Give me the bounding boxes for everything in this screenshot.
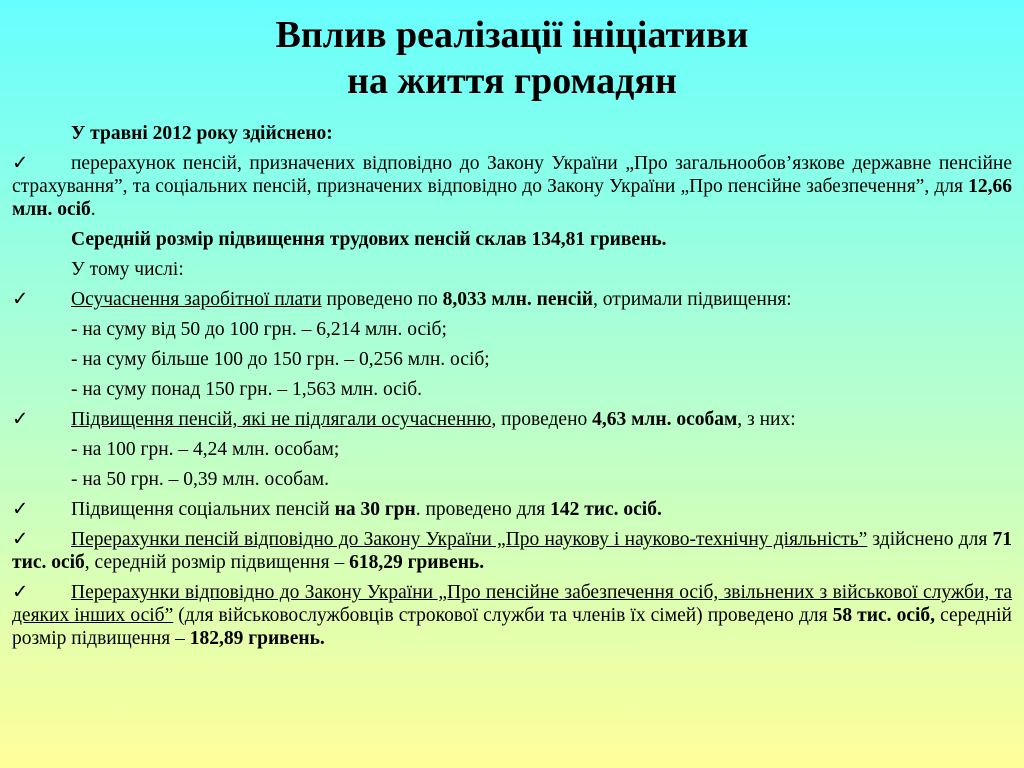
- list-item-military-law: ✓ Перерахунки відповідно до Закону України „Про пенсійне забезпечення осіб, звільнених з військової служби, та деяких інших осіб” (для військовослужбовців строкової служби та членів їх сімей) проведено для 58 тис. осіб, середній розмір підвищення – 182,89 гривень.: [12, 582, 1012, 649]
- list-item-social-pensions: ✓ Підвищення соціальних пенсій на 30 грн. проведено для 142 тис. осіб.: [12, 499, 662, 520]
- checkmark-icon: ✓: [12, 529, 29, 550]
- checkmark-icon: ✓: [12, 289, 29, 310]
- intro-text: У травні 2012 року здійснено:: [71, 123, 333, 144]
- sub-item: - на 100 грн. – 4,24 млн. особам;: [71, 439, 340, 460]
- slide-content: [12, 122, 1012, 657]
- list-item-science-law: ✓ Перерахунки пенсій відповідно до Закону України „Про наукову і науково-технічну діяльність” здійснено для 71 тис. осіб, середній розмір підвищення – 618,29 гривень.: [12, 529, 1012, 573]
- sub-item: - на суму від 50 до 100 грн. – 6,214 млн. осіб;: [71, 319, 447, 340]
- avg-increase-text: Середній розмір підвищення трудових пенсій склав 134,81 гривень.: [71, 229, 667, 250]
- list-item-pension-recalc: ✓ перерахунок пенсій, призначених відповідно до Закону України „Про загальнообов’язкове державне пенсійне страхування”, та соціальних пенсій, призначених відповідно до Закону України „Про пенсійне забезпечення”, для 12,66 млн. осіб.: [12, 153, 1012, 220]
- list-item-pension-increase: ✓ Підвищення пенсій, які не підлягали осучасненню, проведено 4,63 млн. особам, з них:: [12, 409, 796, 430]
- sub-item: - на суму понад 150 грн. – 1,563 млн. осіб.: [71, 379, 423, 400]
- checkmark-icon: ✓: [12, 153, 29, 174]
- checkmark-icon: ✓: [12, 499, 29, 520]
- title-line-2: на життя громадян: [347, 60, 677, 102]
- including-text: У тому числі:: [71, 259, 184, 280]
- sub-item: - на суму більше 100 до 150 грн. – 0,256 млн. осіб;: [71, 349, 490, 370]
- checkmark-icon: ✓: [12, 582, 29, 603]
- checkmark-icon: ✓: [12, 409, 29, 430]
- list-item-salary-update: ✓ Осучаснення заробітної плати проведено по 8,033 млн. пенсій, отримали підвищення:: [12, 289, 792, 310]
- slide-title: [0, 0, 1024, 104]
- title-line-1: Вплив реалізації ініціативи: [275, 14, 749, 56]
- sub-item: - на 50 грн. – 0,39 млн. особам.: [71, 469, 329, 490]
